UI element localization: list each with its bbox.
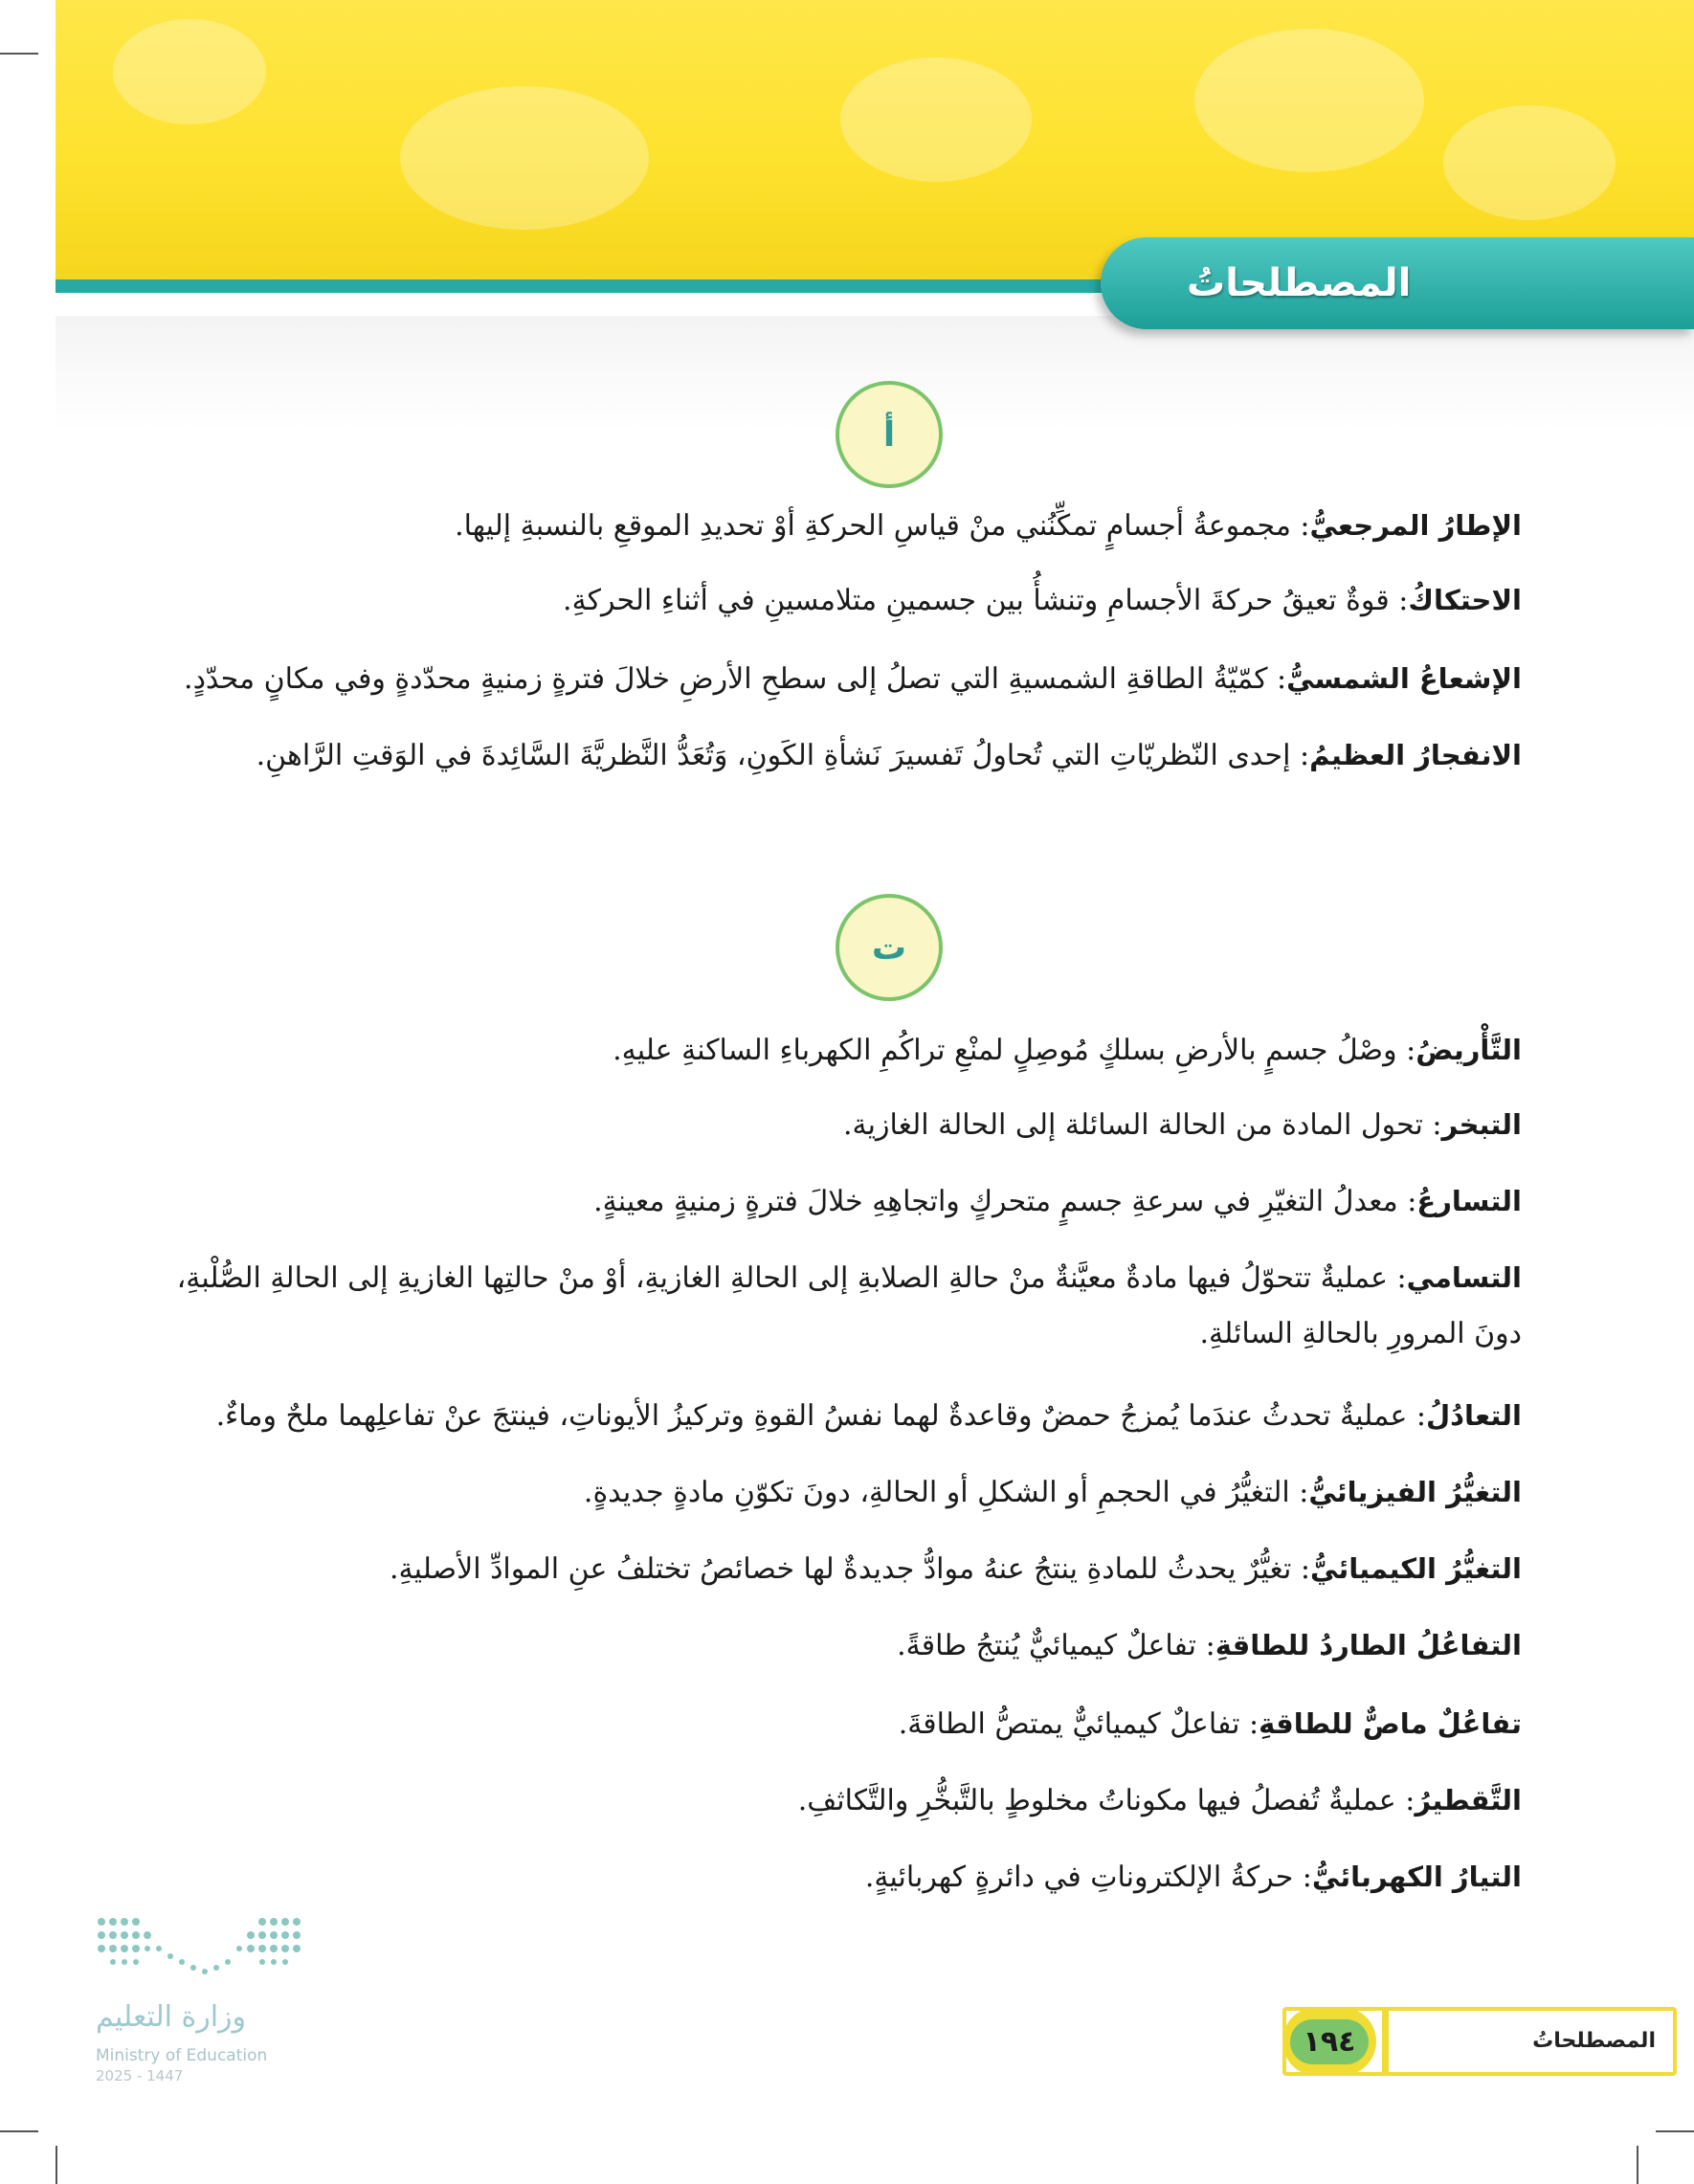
glossary-entry: الاحتكاكُ: قوةٌ تعيقُ حركةَ الأجسامِ وتنشأُ بين جسمينِ متلامسينِ في أثناءِ الحركةِ.	[563, 584, 1522, 617]
ministry-name-arabic: وزارة التعليم	[96, 2000, 247, 2034]
glossary-entry: التغيُّرُ الكيميائيُّ: تغيُّرٌ يحدثُ للمادةِ ينتجُ عنهُ موادُّ جديدةٌ لها خصائصُ تختلفُ عنِ الموادِّ الأصليةِ.	[390, 1552, 1522, 1586]
page-heading-tab	[1101, 237, 1694, 329]
term-definition: عمليةٌ تُفصلُ فيها مكوناتُ مخلوطٍ بالتَّبخُّرِ والتَّكاثفِ.	[797, 1784, 1396, 1817]
ministry-year: 2025 - 1447	[96, 2067, 184, 2084]
term-definition: كمّيّةُ الطاقةِ الشمسيةِ التي تصلُ إلى سطحِ الأرضِ خلالَ فترةٍ زمنيةٍ محدّدةٍ وفي مكانٍ محدّدٍ.	[184, 662, 1268, 696]
term-definition: تغيُّرٌ يحدثُ للمادةِ ينتجُ عنهُ موادُّ جديدةٌ لها خصائصُ تختلفُ عنِ الموادِّ الأصليةِ.	[390, 1552, 1292, 1586]
term-definition: معدلُ التغيّرِ في سرعةِ جسمٍ متحركٍ واتجاهِهِ خلالَ فترةٍ زمنيةٍ معينةٍ.	[593, 1185, 1398, 1218]
glossary-entry: التَّقطيرُ: عمليةٌ تُفصلُ فيها مكوناتُ مخلوطٍ بالتَّبخُّرِ والتَّكاثفِ.	[797, 1784, 1522, 1817]
crop-mark	[1637, 2146, 1638, 2184]
ministry-name-english: Ministry of Education	[96, 2046, 268, 2065]
ministry-logo-icon	[96, 1914, 306, 1983]
term-definition: تفاعلٌ كيميائيٌّ يمتصُّ الطاقةَ.	[898, 1707, 1240, 1741]
glossary-entry: التسارعُ: معدلُ التغيّرِ في سرعةِ جسمٍ متحركٍ واتجاهِهِ خلالَ فترةٍ زمنيةٍ معينةٍ.	[593, 1185, 1522, 1218]
glossary-entry: تفاعُلٌ ماصٌّ للطاقةِ: تفاعلٌ كيميائيٌّ يمتصُّ الطاقةَ.	[898, 1707, 1522, 1741]
glossary-entry: التغيُّرُ الفيزيائيُّ: التغيُّرُ في الحجمِ أو الشكلِ أو الحالةِ، دونَ تكوّنِ مادةٍ جديدةٍ.	[583, 1476, 1522, 1509]
term-name: التعادُلُ	[1426, 1399, 1522, 1432]
glossary-entry: التفاعُلُ الطاردُ للطاقةِ: تفاعلٌ كيميائيٌّ يُنتجُ طاقةً.	[897, 1629, 1522, 1662]
header-divider	[56, 279, 1108, 293]
glossary-entry: التَّأْريضُ: وصْلُ جسمٍ بالأرضِ بسلكٍ مُوصِلٍ لمنْعِ تراكُمِ الكهرباءِ الساكنةِ عليهِ.	[613, 1034, 1522, 1067]
term-name: تفاعُلٌ ماصٌّ للطاقةِ	[1259, 1707, 1522, 1740]
crop-mark	[1656, 2130, 1694, 2132]
term-definition: مجموعةُ أجسامٍ تمكِّنُني منْ قياسِ الحركةِ أوْ تحديدِ الموقعِ بالنسبةِ إليها.	[455, 509, 1291, 543]
term-name: التغيُّرُ الكيميائيُّ	[1310, 1552, 1522, 1585]
crop-mark	[0, 2130, 38, 2132]
footer-label: المصطلحاتُ	[1532, 2029, 1656, 2053]
section-letter-badge: أ	[836, 381, 943, 488]
term-name: التَّقطيرُ	[1415, 1784, 1522, 1816]
glossary-entry: الانفجارُ العظيمُ: إحدى النّظريّاتِ التي تُحاولُ تَفسيرَ نَشأةِ الكَونِ، وَتُعَدُّ النَّظريَّةَ السَّائِدةَ في الوَقتِ الرَّاهنِ.	[256, 739, 1522, 772]
term-definition: قوةٌ تعيقُ حركةَ الأجسامِ وتنشأُ بين جسمينِ متلامسينِ في أثناءِ الحركةِ.	[563, 584, 1390, 617]
term-name: التسارعُ	[1416, 1185, 1522, 1217]
term-definition: إحدى النّظريّاتِ التي تُحاولُ تَفسيرَ نَشأةِ الكَونِ، وَتُعَدُّ النَّظريَّةَ السَّائِدةَ في الوَقتِ الرَّاهنِ.	[256, 739, 1291, 772]
page-title: المصطلحاتُ	[1187, 261, 1412, 305]
term-definition: عمليةٌ تحدثُ عندَما يُمزجُ حمضٌ وقاعدةٌ لهما نفسُ القوةِ وتركيزُ الأيوناتِ، فينتجَ عنْ تفاعلِهما ملحٌ وماءٌ.	[215, 1399, 1408, 1433]
term-name: الانفجارُ العظيمُ	[1309, 739, 1522, 771]
term-name: الإشعاعُ الشمسيُّ	[1286, 662, 1522, 695]
term-name: الاحتكاكُ	[1408, 584, 1522, 616]
term-name: التفاعُلُ الطاردُ للطاقةِ	[1215, 1629, 1522, 1661]
term-name: التيارُ الكهربائيُّ	[1311, 1861, 1522, 1893]
term-definition: التغيُّرُ في الحجمِ أو الشكلِ أو الحالةِ، دونَ تكوّنِ مادةٍ جديدةٍ.	[583, 1476, 1290, 1509]
term-name: التبخر	[1441, 1108, 1522, 1141]
glossary-entry: التسامي: عمليةٌ تتحوّلُ فيها مادةٌ معيَّنةٌ منْ حالةِ الصلابةِ إلى الحالةِ الغازيةِ، أوْ منْ حالتِها الغازيةِ إلى الحالةِ الصُّلْبةِ، دونَ المرورِ بالحالةِ السائلةِ.	[176, 1261, 1522, 1350]
term-definition: تحول المادة من الحالة السائلة إلى الحالة الغازية.	[843, 1108, 1423, 1142]
footer-separator	[1382, 2011, 1389, 2072]
glossary-entry: التيارُ الكهربائيُّ: حركةُ الإلكتروناتِ في دائرةٍ كهربائيةٍ.	[864, 1861, 1522, 1894]
section-letter-badge: ت	[836, 894, 943, 1001]
crop-mark	[0, 53, 38, 55]
term-definition: حركةُ الإلكتروناتِ في دائرةٍ كهربائيةٍ.	[864, 1861, 1294, 1894]
glossary-entry: الإشعاعُ الشمسيُّ: كمّيّةُ الطاقةِ الشمسيةِ التي تصلُ إلى سطحِ الأرضِ خلالَ فترةٍ زمنيةٍ محدّدةٍ وفي مكانٍ محدّدٍ.	[184, 662, 1522, 696]
term-name: التغيُّرُ الفيزيائيُّ	[1308, 1476, 1522, 1508]
glossary-entry: التبخر: تحول المادة من الحالة السائلة إلى الحالة الغازية.	[843, 1108, 1522, 1142]
term-name: التسامي	[1406, 1261, 1522, 1294]
glossary-entry: الإطارُ المرجعيُّ: مجموعةُ أجسامٍ تمكِّنُني منْ قياسِ الحركةِ أوْ تحديدِ الموقعِ بالنسبةِ إليها.	[455, 509, 1522, 543]
term-definition: وصْلُ جسمٍ بالأرضِ بسلكٍ مُوصِلٍ لمنْعِ تراكُمِ الكهرباءِ الساكنةِ عليهِ.	[613, 1034, 1397, 1067]
term-definition: تفاعلٌ كيميائيٌّ يُنتجُ طاقةً.	[897, 1629, 1197, 1662]
crop-mark	[56, 2146, 57, 2184]
page-number: ١٩٤	[1290, 2019, 1370, 2064]
term-name: الإطارُ المرجعيُّ	[1309, 509, 1522, 542]
page-number-badge	[1282, 2007, 1376, 2076]
glossary-entry: التعادُلُ: عمليةٌ تحدثُ عندَما يُمزجُ حمضٌ وقاعدةٌ لهما نفسُ القوةِ وتركيزُ الأيوناتِ، فينتجَ عنْ تفاعلِهما ملحٌ وماءٌ.	[215, 1399, 1522, 1433]
term-name: التَّأْريضُ	[1415, 1034, 1522, 1066]
term-definition: عمليةٌ تتحوّلُ فيها مادةٌ معيَّنةٌ منْ حالةِ الصلابةِ إلى الحالةِ الغازيةِ، أوْ منْ حالتِها الغازيةِ إلى الحالةِ الصُّلْبةِ، دونَ المرورِ بالحالةِ السائلةِ.	[176, 1261, 1522, 1350]
